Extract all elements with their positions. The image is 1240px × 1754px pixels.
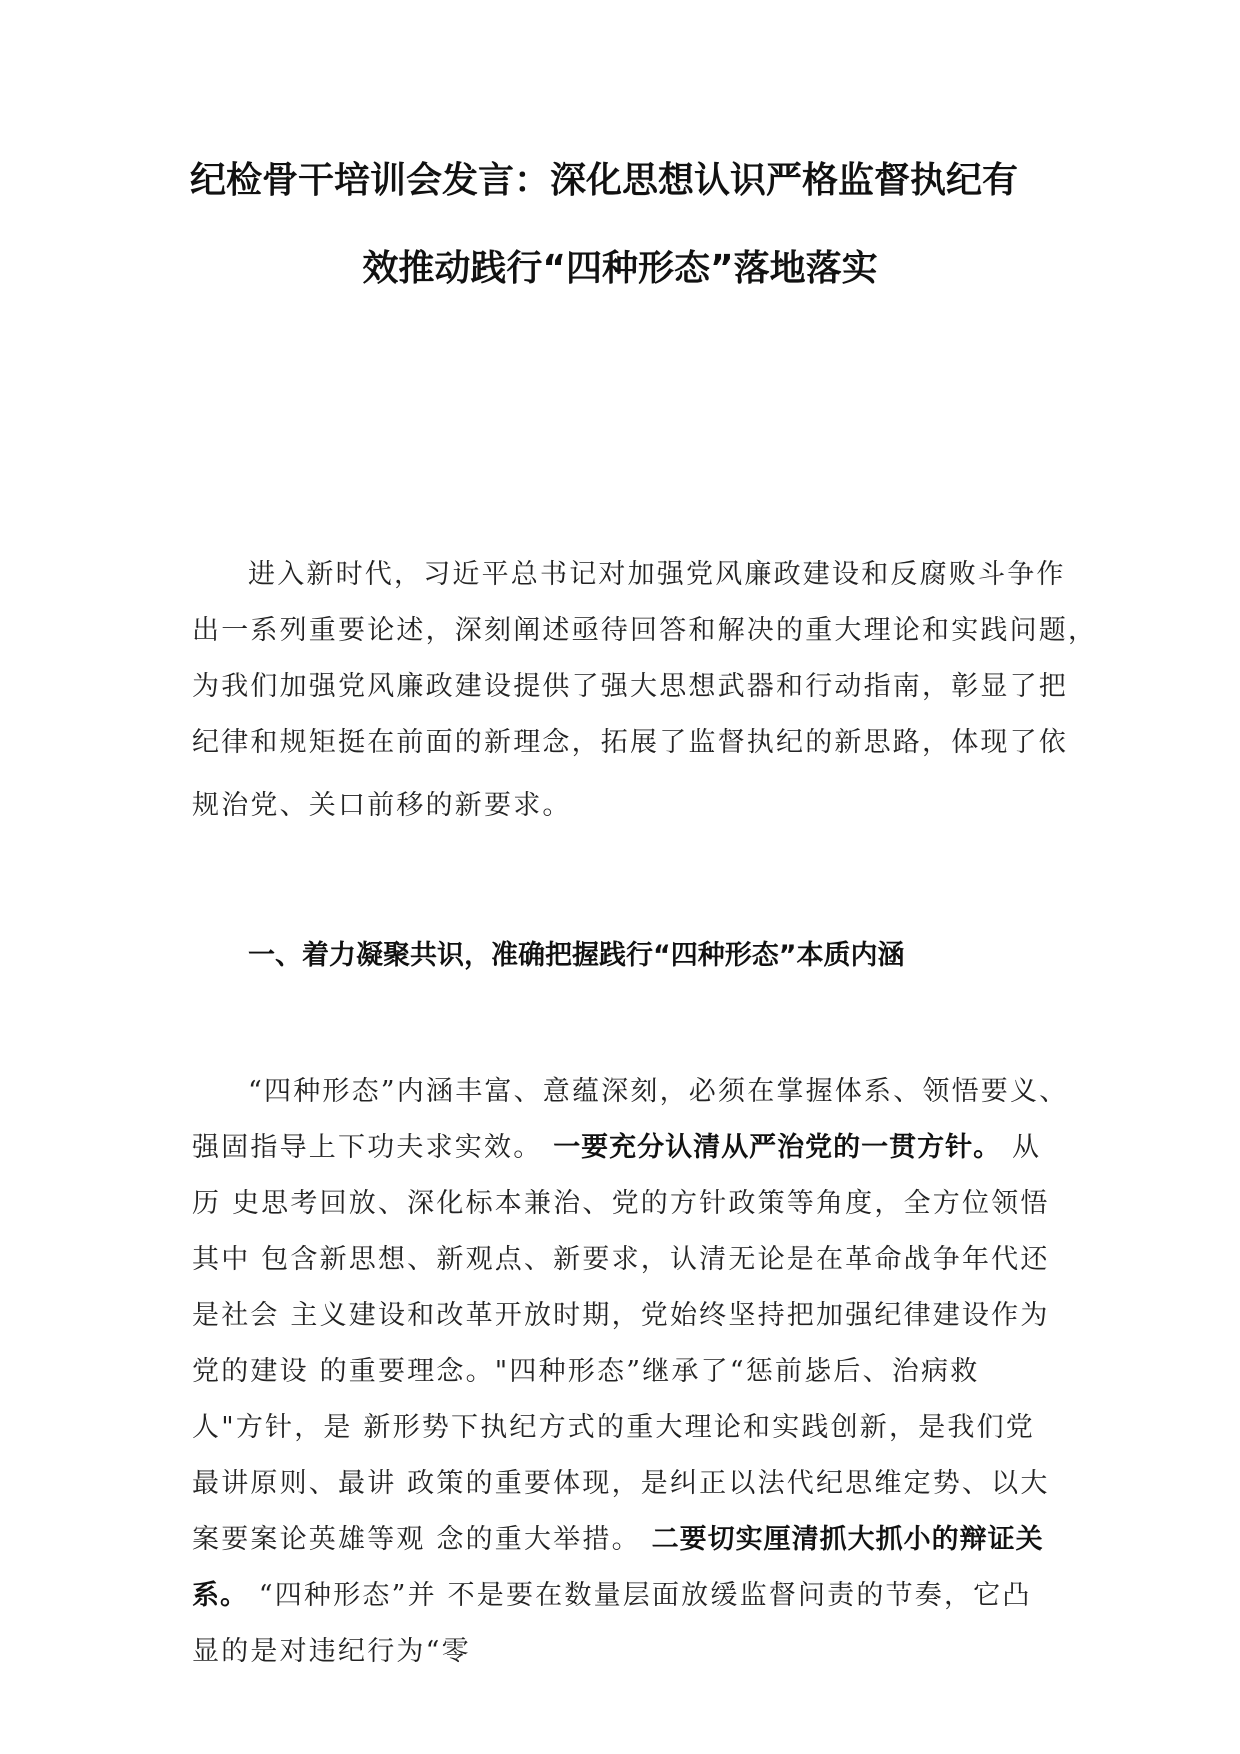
body-line-2	[192, 1125, 1041, 1164]
emphasis-point-1: 一要充分认清从严治党的一贯方针。	[553, 1132, 1002, 1163]
body-line-10	[192, 1573, 1032, 1612]
body-line-11: 显的是对违纪行为“零	[192, 1636, 471, 1667]
intro-line-5: 规治党、关口前移的新要求。	[192, 790, 572, 821]
intro-line-2: 出一系列重要论述，深刻阐述亟待回答和解决的重大理论和实践问题，	[192, 615, 1098, 646]
body-text: 强固指导上下功夫求实效。	[192, 1132, 554, 1163]
body-text: “四种形态”并 不是要在数量层面放缓监督问责的节奏，它凸	[248, 1580, 1032, 1611]
body-line-5: 是社会 主义建设和改革开放时期，党始终坚持把加强纪律建设作为	[192, 1300, 1050, 1331]
intro-line-3: 为我们加强党风廉政建设提供了强大思想武器和行动指南，彰显了把	[192, 671, 1068, 702]
body-line-7: 人"方针，是 新形势下执纪方式的重大理论和实践创新，是我们党	[192, 1412, 1036, 1443]
body-line-8: 最讲原则、最讲 政策的重要体现，是纠正以法代纪思维定势、以大	[192, 1468, 1050, 1499]
section-heading-1: 一、着力凝聚共识，准确把握践行“四种形态”本质内涵	[248, 940, 905, 971]
document-title-line-2: 效推动践行“四种形态”落地落实	[362, 248, 878, 289]
document-title-line-1: 纪检骨干培训会发言：深化思想认识严格监督执纪有	[190, 160, 1019, 201]
body-text: 从	[1001, 1132, 1042, 1163]
body-line-9	[192, 1517, 1044, 1556]
emphasis-point-2: 二要切实厘清抓大抓小的辩证关	[651, 1524, 1044, 1555]
body-line-1: “四种形态”内涵丰富、意蕴深刻，必须在掌握体系、领悟要义、	[248, 1076, 1069, 1107]
body-line-4: 其中 包含新思想、新观点、新要求，认清无论是在革命战争年代还	[192, 1244, 1050, 1275]
intro-line-4: 纪律和规矩挺在前面的新理念，拓展了监督执纪的新思路，体现了依	[192, 727, 1068, 758]
body-line-6: 党的建设 的重要理念。"四种形态”继承了“惩前毖后、治病救	[192, 1356, 980, 1387]
emphasis-point-2-end: 系。	[192, 1580, 248, 1611]
body-line-3: 历 史思考回放、深化标本兼治、党的方针政策等角度，全方位领悟	[192, 1188, 1050, 1219]
body-text: 案要案论英雄等观 念的重大举措。	[192, 1524, 652, 1555]
intro-line-1: 进入新时代，习近平总书记对加强党风廉政建设和反腐败斗争作	[248, 559, 1066, 590]
